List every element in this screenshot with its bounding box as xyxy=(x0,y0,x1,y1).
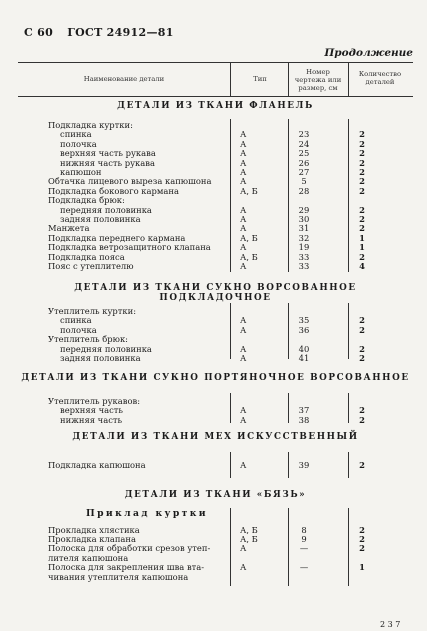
section-title-cloth-lining: ДЕТАЛИ ИЗ ТКАНИ СУКНО ВОРСОВАННОЕ ПОДКЛАДОЧНОЕ xyxy=(74,283,357,303)
row-name: Подкладка капюшона xyxy=(48,460,146,470)
row-type: А, Б xyxy=(240,525,258,535)
row-name: Прокладка клапана xyxy=(48,534,136,544)
row-name: полочка xyxy=(60,324,97,335)
row-name: задняя половинка xyxy=(60,353,141,363)
row-type: А xyxy=(240,460,247,470)
row-qty: 2 xyxy=(359,460,365,470)
row-size: 38 xyxy=(298,414,310,425)
row-qty: 1 xyxy=(359,562,365,572)
col-divider xyxy=(230,62,231,96)
row-size: 8 xyxy=(301,525,307,535)
row-name: Обтачка лицевого выреза капюшона xyxy=(48,176,212,187)
col-divider xyxy=(348,62,349,96)
page-number: С 60 xyxy=(24,26,54,39)
table-row xyxy=(0,461,427,470)
row-qty: 2 xyxy=(359,185,365,196)
row-size: 5 xyxy=(301,176,307,187)
row-type: А xyxy=(240,324,247,335)
row-type: А xyxy=(240,315,247,326)
row-name: Утеплитель рукавов: xyxy=(48,396,141,406)
col-header-qty: Количество деталей xyxy=(358,70,402,86)
row-size: — xyxy=(299,543,309,553)
section-subtitle: Приклад куртки xyxy=(86,508,208,519)
row-type: А xyxy=(240,353,247,363)
table-row xyxy=(0,262,427,271)
row-type: А xyxy=(240,343,247,354)
row-name: Пояс с утеплителю xyxy=(48,261,134,271)
table-row xyxy=(0,544,427,553)
table-row xyxy=(0,196,427,205)
row-name: Подкладка брюк: xyxy=(48,195,125,206)
row-size: 36 xyxy=(298,324,310,335)
row-size: 28 xyxy=(298,185,310,196)
row-size: 40 xyxy=(298,343,310,354)
row-qty: 2 xyxy=(359,138,365,149)
row-name: Манжета xyxy=(48,223,90,234)
row-size: 31 xyxy=(298,223,310,234)
row-size: 33 xyxy=(298,261,310,271)
section-title-flannel: ДЕТАЛИ ИЗ ТКАНИ ФЛАНЕЛЬ xyxy=(117,101,314,111)
row-size: 29 xyxy=(298,204,310,215)
row-type: А xyxy=(240,414,247,425)
row-type: А xyxy=(240,242,247,253)
row-qty: 2 xyxy=(359,204,365,215)
row-type: А xyxy=(240,214,247,224)
section-title-calico: ДЕТАЛИ ИЗ ТКАНИ «БЯЗЬ» xyxy=(124,490,307,500)
col-header-name: Наименование детали xyxy=(83,75,165,83)
row-name: Утеплитель брюк: xyxy=(48,334,129,345)
row-size: 26 xyxy=(298,157,310,168)
row-size: 24 xyxy=(298,138,310,149)
row-qty: 2 xyxy=(359,414,365,425)
row-type: А xyxy=(240,138,247,149)
col-header-size: Номер чертежа или размер, см xyxy=(294,68,342,92)
row-qty: 2 xyxy=(359,129,365,140)
row-name: задняя половинка xyxy=(60,214,141,224)
row-size: 19 xyxy=(298,242,310,253)
row-size: 33 xyxy=(298,251,310,262)
row-name: передняя половинка xyxy=(60,343,152,354)
row-qty: 2 xyxy=(359,543,365,553)
table-row xyxy=(0,573,427,582)
row-qty: 2 xyxy=(359,405,365,416)
row-name: Утеплитель куртки: xyxy=(48,306,137,316)
row-qty: 2 xyxy=(359,167,365,177)
row-name: передняя половинка xyxy=(60,204,152,215)
row-name: чивания утеплителя капюшона xyxy=(48,572,189,582)
row-type: А, Б xyxy=(240,534,258,544)
row-qty: 2 xyxy=(359,343,365,354)
row-size: 39 xyxy=(298,460,310,470)
row-name: Полоска для обработки срезов утеп- xyxy=(48,543,211,553)
row-size: 25 xyxy=(298,148,310,159)
row-type: А xyxy=(240,543,247,553)
table-row xyxy=(0,243,427,252)
row-qty: 4 xyxy=(359,261,365,271)
page-header xyxy=(24,26,184,39)
row-qty: 2 xyxy=(359,223,365,234)
row-type: А xyxy=(240,148,247,159)
row-qty: 2 xyxy=(359,315,365,326)
row-name: полочка xyxy=(60,138,97,149)
row-qty: 2 xyxy=(359,353,365,363)
row-qty: 1 xyxy=(359,232,365,243)
row-size: 32 xyxy=(298,232,310,243)
table-row xyxy=(0,335,427,344)
row-qty: 2 xyxy=(359,214,365,224)
row-type: А xyxy=(240,176,247,187)
standard-code: ГОСТ 24912—81 xyxy=(67,26,174,39)
row-qty: 2 xyxy=(359,176,365,187)
row-size: — xyxy=(299,562,309,572)
table-row xyxy=(0,563,427,572)
row-type: А xyxy=(240,167,247,177)
row-name: верхняя часть рукава xyxy=(60,148,156,159)
row-qty: 2 xyxy=(359,324,365,335)
continuation-label: Продолжение xyxy=(324,47,413,59)
row-name: Подкладка переднего кармана xyxy=(48,232,186,243)
row-type: А, Б xyxy=(240,232,258,243)
row-type: А xyxy=(240,405,247,416)
row-name: нижняя часть xyxy=(60,414,123,425)
footer-mark: 2 3 7 xyxy=(380,620,401,629)
row-name: нижняя часть рукава xyxy=(60,157,155,168)
row-type: А xyxy=(240,223,247,234)
row-type: А xyxy=(240,204,247,215)
row-name: Прокладка хлястика xyxy=(48,525,140,535)
row-qty: 2 xyxy=(359,525,365,535)
row-qty: 2 xyxy=(359,157,365,168)
row-qty: 1 xyxy=(359,242,365,253)
row-size: 9 xyxy=(301,534,307,544)
row-type: А xyxy=(240,129,247,140)
row-name: Подкладка куртки: xyxy=(48,120,133,130)
row-qty: 2 xyxy=(359,148,365,159)
row-name: Полоска для закрепления шва вта- xyxy=(48,562,205,572)
table-top-rule xyxy=(18,62,413,63)
section-title-cloth-foot: ДЕТАЛИ ИЗ ТКАНИ СУКНО ПОРТЯНОЧНОЕ ВОРСОВАННОЕ xyxy=(21,373,410,383)
row-name: Подкладка бокового кармана xyxy=(48,185,179,196)
row-size: 30 xyxy=(298,214,310,224)
row-name: спинка xyxy=(60,315,92,326)
row-qty: 2 xyxy=(359,534,365,544)
row-type: А xyxy=(240,157,247,168)
row-type: А, Б xyxy=(240,185,258,196)
col-divider xyxy=(288,62,289,96)
row-size: 35 xyxy=(298,315,310,326)
row-size: 27 xyxy=(298,167,310,177)
row-name: верхняя часть xyxy=(60,405,123,416)
row-type: А xyxy=(240,562,247,572)
row-type: А, Б xyxy=(240,251,258,262)
section-title-fur: ДЕТАЛИ ИЗ ТКАНИ МЕХ ИСКУССТВЕННЫЙ xyxy=(72,432,359,442)
row-size: 37 xyxy=(298,405,310,416)
table-header-rule xyxy=(18,96,413,97)
table-row xyxy=(0,416,427,425)
row-name: спинка xyxy=(60,129,92,140)
row-name: Подкладка пояса xyxy=(48,251,125,262)
row-size: 41 xyxy=(298,353,310,363)
row-qty: 2 xyxy=(359,251,365,262)
col-header-type: Тип xyxy=(253,75,267,83)
row-name: Подкладка ветрозащитного клапана xyxy=(48,242,211,253)
row-type: А xyxy=(240,261,247,271)
table-row xyxy=(0,149,427,158)
row-name: капюшон xyxy=(60,167,102,177)
row-name: лителя капюшона xyxy=(48,553,129,563)
table-row xyxy=(0,354,427,363)
row-size: 23 xyxy=(298,129,310,140)
